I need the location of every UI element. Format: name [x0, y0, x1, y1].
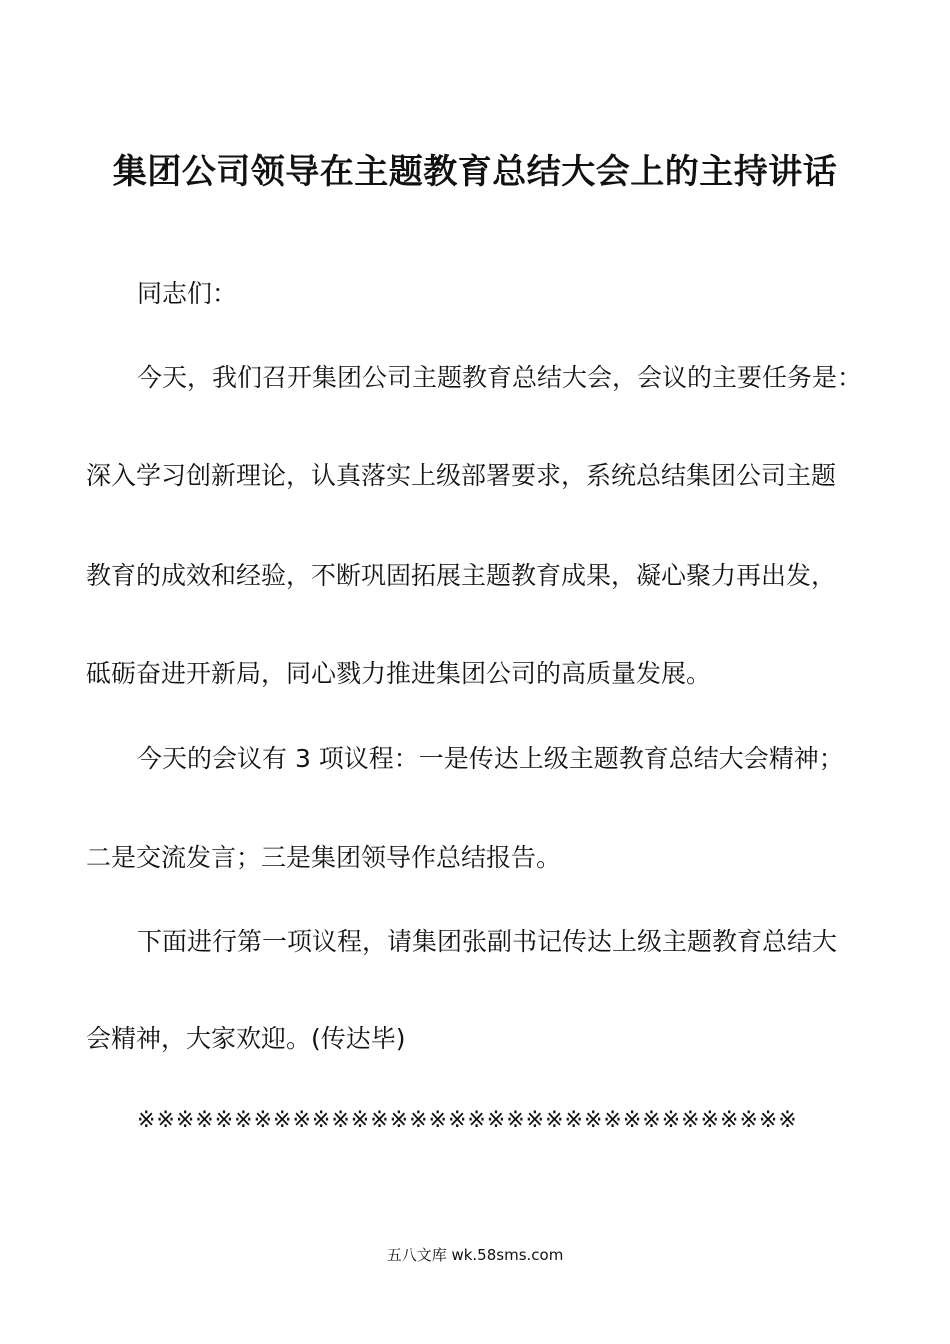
paragraph-line: 今天，我们召开集团公司主题教育总结大会，会议的主要任务是：: [137, 363, 863, 392]
separator-stars: ※※※※※※※※※※※※※※※※※※※※※※※※※※※※※※※※※※: [137, 1108, 798, 1133]
footer-watermark: 五八文库 wk.58sms.com: [386, 1246, 564, 1264]
paragraph-line: 教育的成效和经验，不断巩固拓展主题教育成果，凝心聚力再出发，: [86, 561, 837, 590]
paragraph-line: 二是交流发言；三是集团领导作总结报告。: [86, 843, 562, 872]
document-title: 集团公司领导在主题教育总结大会上的主持讲话: [112, 152, 838, 192]
paragraph-line: 今天的会议有 3 项议程：一是传达上级主题教育总结大会精神；: [137, 744, 844, 773]
paragraph-line: 下面进行第一项议程，请集团张副书记传达上级主题教育总结大: [137, 927, 838, 956]
paragraph-line: 会精神，大家欢迎。(传达毕): [86, 1024, 406, 1053]
greeting: 同志们：: [137, 279, 238, 308]
paragraph-line: 深入学习创新理论，认真落实上级部署要求，系统总结集团公司主题: [86, 461, 837, 490]
paragraph-line: 砥砺奋进开新局，同心戮力推进集团公司的高质量发展。: [86, 659, 712, 688]
